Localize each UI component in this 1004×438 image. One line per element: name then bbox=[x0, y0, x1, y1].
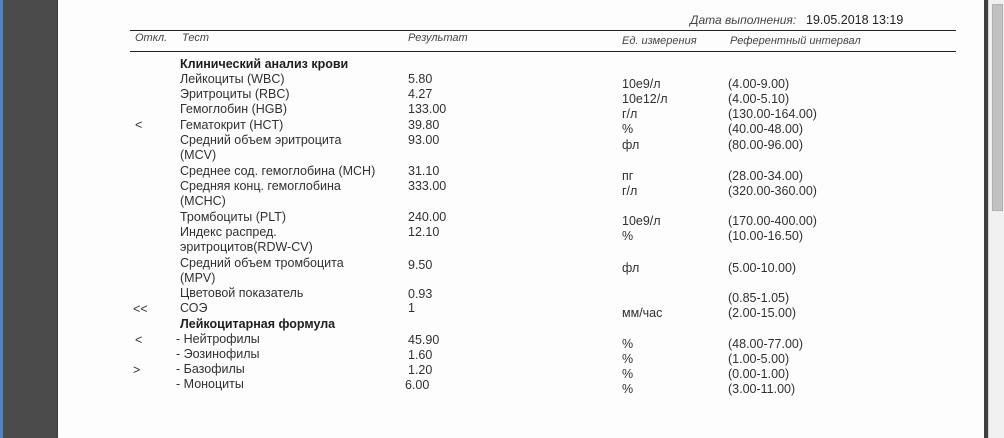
test-result: 133.00 bbox=[408, 102, 447, 116]
test-ref: (10.00-16.50) bbox=[728, 229, 804, 243]
test-ref: (130.00-164.00) bbox=[728, 107, 817, 121]
test-name-cont: эритроцитов(RDW-CV) bbox=[180, 240, 313, 254]
test-name: Средний объем тромбоцита bbox=[180, 256, 344, 270]
test-name: - Нейтрофилы bbox=[176, 332, 260, 346]
header-bottom-rule bbox=[130, 51, 956, 52]
test-ref: (28.00-34.00) bbox=[728, 169, 804, 183]
test-result: 4.27 bbox=[408, 87, 433, 101]
test-ref: (4.00-5.10) bbox=[728, 92, 790, 106]
test-unit: % bbox=[622, 229, 634, 243]
test-ref: (170.00-400.00) bbox=[728, 214, 817, 228]
test-ref: (5.00-10.00) bbox=[728, 261, 797, 275]
viewer-background bbox=[3, 0, 58, 438]
test-name-cont: (MPV) bbox=[180, 271, 216, 285]
scrollbar-thumb[interactable] bbox=[992, 4, 1003, 211]
test-name-cont: (MCV) bbox=[180, 148, 217, 162]
test-unit: % bbox=[622, 337, 634, 351]
test-result: 1 bbox=[408, 301, 415, 315]
section-title-blood: Клинический анализ крови bbox=[180, 57, 349, 71]
test-result: 93.00 bbox=[408, 133, 440, 147]
test-name: Средний объем эритроцита bbox=[180, 133, 342, 147]
test-ref: (0.85-1.05) bbox=[728, 291, 790, 305]
date-value: 19.05.2018 13:19 bbox=[806, 13, 904, 27]
test-result: 39.80 bbox=[408, 118, 440, 132]
vertical-scrollbar[interactable] bbox=[988, 0, 1004, 438]
test-name: Эритроциты (RBC) bbox=[180, 87, 290, 101]
test-unit: пг bbox=[622, 169, 634, 183]
test-ref: (0.00-1.00) bbox=[728, 367, 790, 381]
test-result: 9.50 bbox=[408, 258, 433, 272]
test-unit: % bbox=[622, 352, 634, 366]
test-unit: мм/час bbox=[622, 306, 663, 320]
test-name: Лейкоциты (WBC) bbox=[180, 72, 285, 86]
test-ref: (1.00-5.00) bbox=[728, 352, 790, 366]
test-result: 31.10 bbox=[408, 164, 440, 178]
test-name: Цветовой показатель bbox=[180, 286, 304, 300]
col-result: Результат bbox=[408, 32, 468, 44]
test-unit: % bbox=[622, 122, 634, 136]
test-ref: (4.00-9.00) bbox=[728, 77, 790, 91]
test-unit: 10е9/л bbox=[622, 214, 661, 228]
test-result: 240.00 bbox=[408, 210, 447, 224]
date-label: Дата выполнения: bbox=[690, 13, 797, 27]
test-ref: (3.00-11.00) bbox=[728, 382, 796, 396]
deviation-flag: < bbox=[135, 118, 143, 132]
test-unit: г/л bbox=[622, 184, 638, 198]
header-top-rule bbox=[130, 30, 956, 31]
test-unit: г/л bbox=[622, 107, 638, 121]
section-title-formula: Лейкоцитарная формула bbox=[180, 317, 336, 331]
test-name: Среднее сод. гемоглобина (MCH) bbox=[180, 164, 376, 178]
test-result: 45.90 bbox=[408, 333, 440, 347]
test-name: - Базофилы bbox=[176, 362, 245, 376]
test-name: Тромбоциты (PLT) bbox=[180, 210, 287, 224]
test-result: 6.00 bbox=[405, 378, 430, 392]
test-result: 5.80 bbox=[408, 72, 433, 86]
test-name: Индекс распред. bbox=[180, 225, 277, 239]
test-result: 1.60 bbox=[408, 348, 433, 362]
test-name-cont: (MCHC) bbox=[180, 194, 226, 208]
test-unit: фл bbox=[622, 138, 640, 152]
test-result: 0.93 bbox=[408, 287, 433, 301]
test-name: - Эозинофилы bbox=[176, 347, 260, 361]
deviation-flag: > bbox=[133, 363, 141, 377]
test-unit: % bbox=[622, 382, 634, 396]
col-ref: Референтный интервал bbox=[730, 35, 861, 47]
test-name: СОЭ bbox=[180, 301, 208, 315]
test-name: Гематокрит (HCT) bbox=[180, 118, 284, 132]
test-name: Гемоглобин (HGB) bbox=[180, 102, 288, 116]
test-unit: фл bbox=[622, 261, 640, 275]
deviation-flag: << bbox=[133, 302, 148, 316]
test-ref: (2.00-15.00) bbox=[728, 306, 797, 320]
test-ref: (48.00-77.00) bbox=[728, 337, 804, 351]
col-unit: Ед. измерения bbox=[622, 35, 697, 47]
test-result: 12.10 bbox=[408, 225, 440, 239]
test-result: 1.20 bbox=[408, 363, 433, 377]
col-flag: Откл. bbox=[135, 32, 168, 44]
col-test: Тест bbox=[182, 32, 210, 44]
test-result: 333.00 bbox=[408, 179, 447, 193]
test-ref: (40.00-48.00) bbox=[728, 122, 804, 136]
test-name: - Моноциты bbox=[176, 377, 244, 391]
test-ref: (320.00-360.00) bbox=[728, 184, 817, 198]
test-unit: 10е9/л bbox=[622, 77, 661, 91]
test-unit: 10е12/л bbox=[622, 92, 668, 106]
test-ref: (80.00-96.00) bbox=[728, 138, 804, 152]
test-unit: % bbox=[622, 367, 634, 381]
deviation-flag: < bbox=[135, 333, 143, 347]
test-name: Средняя конц. гемоглобина bbox=[180, 179, 341, 193]
